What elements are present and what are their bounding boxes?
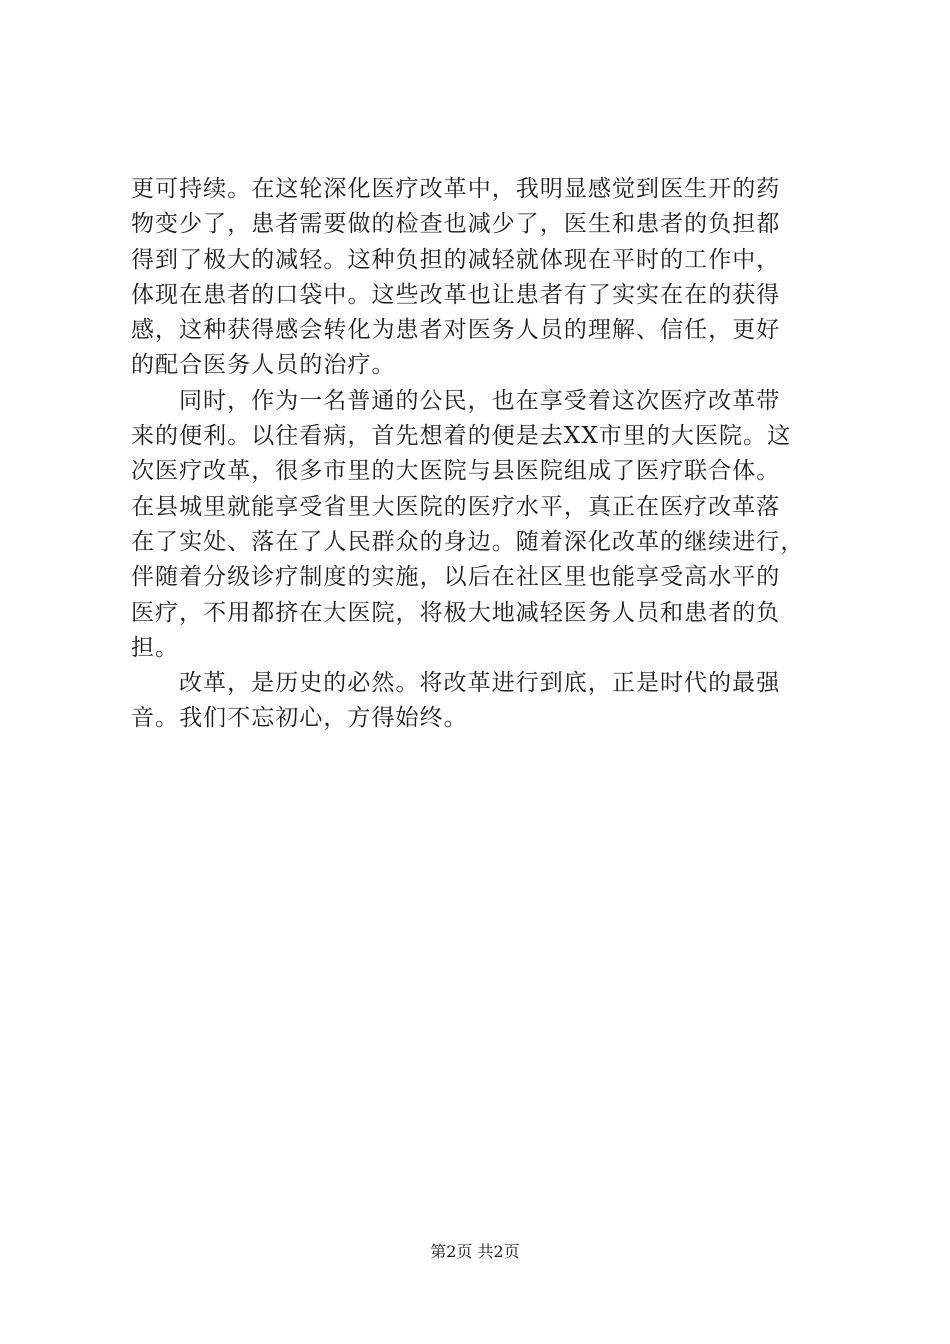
document-body <box>131 172 831 737</box>
text-line: 在县城里就能享受省里大医院的医疗水平，真正在医疗改革落 <box>131 493 781 520</box>
text-line: 感，这种获得感会转化为患者对医务人员的理解、信任，更好 <box>131 317 781 344</box>
text-line: 担。 <box>131 634 180 661</box>
paragraph-first-line: 改革，是历史的必然。将改革进行到底，正是时代的最强 <box>179 670 781 697</box>
text-line: 的配合医务人员的治疗。 <box>131 352 396 379</box>
text-line: 物变少了，患者需要做的检查也减少了，医生和患者的负担都 <box>131 211 781 238</box>
text-line: 次医疗改革，很多市里的大医院与县医院组成了医疗联合体。 <box>131 458 781 485</box>
text-line: 来的便利。以往看病，首先想着的便是去XX市里的大医院。这 <box>131 423 792 450</box>
text-line: 得到了极大的减轻。这种负担的减轻就体现在平时的工作中， <box>131 246 781 273</box>
text-line: 伴随着分级诊疗制度的实施，以后在社区里也能享受高水平的 <box>131 564 781 591</box>
text-line: 更可持续。在这轮深化医疗改革中，我明显感觉到医生开的药 <box>131 176 781 202</box>
text-line: 体现在患者的口袋中。这些改革也让患者有了实实在在的获得 <box>131 281 781 308</box>
page-footer: 第2页 共2页 <box>430 1242 520 1261</box>
text-line: 医疗，不用都挤在大医院，将极大地减轻医务人员和患者的负 <box>131 599 781 626</box>
paragraph-first-line: 同时，作为一名普通的公民，也在享受着这次医疗改革带 <box>179 387 781 414</box>
text-line: 在了实处、落在了人民群众的身边。随着深化改革的继续进行， <box>131 528 805 555</box>
text-line: 音。我们不忘初心，方得始终。 <box>131 705 468 732</box>
